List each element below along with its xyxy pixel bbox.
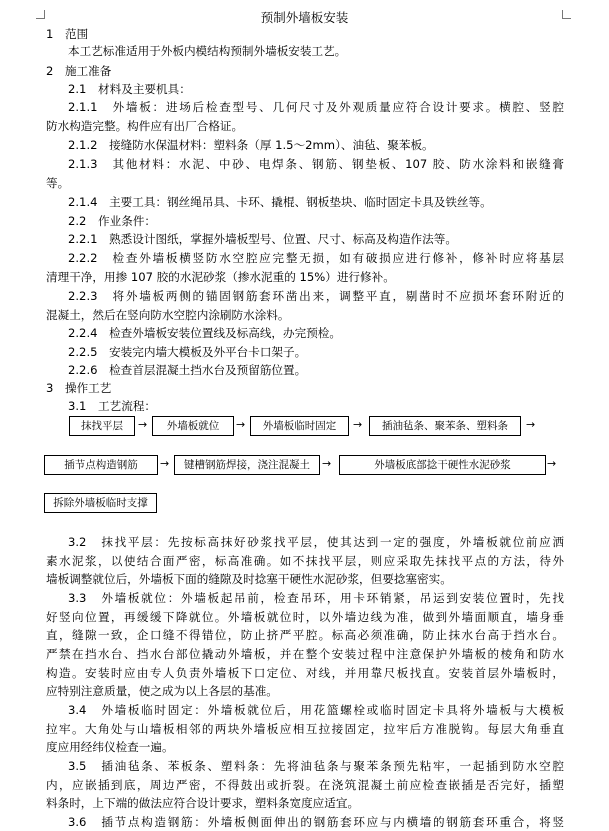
flow-step-temporary-fixing: 外墙板临时固定 bbox=[250, 416, 349, 436]
heading-3: 3 操作工艺 bbox=[46, 381, 112, 395]
flow-step-remove-supports: 拆除外墙板临时支撑 bbox=[44, 493, 157, 513]
flow-arrow: → bbox=[526, 418, 536, 431]
paragraph-line: 2.1.3 其他材料：水泥、中砂、电焊条、钢筋、钢垫板、107 胶、防水涂料和嵌缝膏 bbox=[68, 157, 564, 171]
paragraph-line: 构造。安装时应由专人负责外墙板下口定位、对线，并用靠尺板找直。安装首层外墙板时， bbox=[46, 666, 564, 680]
paragraph-line: 2.2.2 检查外墙板横竖防水空腔应完整无损，如有破损应进行修补，修补时应将基层 bbox=[68, 251, 564, 265]
paragraph-line: 3.5 插油毡条、苯板条、塑料条：先将油毡条与聚苯条预先粘牢，一起插到防水空腔 bbox=[68, 759, 564, 773]
flow-step-leveling: 抹找平层 bbox=[69, 416, 135, 436]
page-title: 预制外墙板安装 bbox=[260, 10, 349, 25]
paragraph-line: 3.6 插节点构造钢筋：外墙板侧面伸出的钢筋套环应与内横墙的钢筋套环重合，将竖 bbox=[68, 815, 564, 829]
paragraph-line: 防水构造完整。构件应有出厂合格证。 bbox=[46, 119, 244, 133]
flow-arrow: → bbox=[547, 457, 557, 470]
flow-arrow: → bbox=[322, 457, 332, 470]
paragraph-line: 混凝土，然后在竖向防水空腔内涂刷防水涂料。 bbox=[46, 308, 290, 322]
paragraph-line: 料条时，上下端的做法应符合设计要求，塑料条宽度应适宜。 bbox=[46, 796, 360, 810]
paragraph-line: 直，缝隙一致，企口缝不得错位，防止挤严平腔。标高必须准确，防止抹水台高于挡水台。 bbox=[46, 628, 564, 642]
paragraph-line: 3.3 外墙板就位：外墙板起吊前，检查吊环，用卡环销紧，吊运到安装位置时，先找 bbox=[68, 591, 564, 605]
flow-step-weld-and-pour: 键槽钢筋焊接，浇注混凝土 bbox=[174, 455, 320, 475]
flow-step-bottom-mortar: 外墙板底部捻干硬性水泥砂浆 bbox=[339, 455, 546, 475]
paragraph-line: 2.1.4 主要工具：钢丝绳吊具、卡环、撬棍、钢板垫块、临时固定卡具及铁丝等。 bbox=[68, 195, 492, 209]
flow-arrow: → bbox=[138, 418, 148, 431]
paragraph-line: 严禁在挡水台、挡水台部位撬动外墙板，并在整个安装过程中注意保护外墙板的棱角和防水 bbox=[46, 647, 564, 661]
paragraph-line: 2.1.2 接缝防水保温材料：塑料条（厚 1.5～2mm）、油毡、聚苯板。 bbox=[68, 138, 434, 152]
paragraph-line: 2.2.5 安装完内墙大模板及外平台卡口架子。 bbox=[68, 345, 307, 359]
paragraph-line: 等。 bbox=[46, 176, 70, 190]
paragraph-line: 清理干净，用掺 107 胶的水泥砂浆（掺水泥重的 15%）进行修补。 bbox=[46, 270, 395, 284]
paragraph-line: 素水泥浆，以使结合面严密，标高准确。如不抹找平层，则应采取先抹找平点的方法，待外 bbox=[46, 554, 564, 568]
flow-arrow: → bbox=[353, 418, 363, 431]
flow-arrow: → bbox=[160, 457, 170, 470]
paragraph-line: 3.4 外墙板临时固定：外墙板就位后，用花篮螺栓或临时固定卡具将外墙板与大模板 bbox=[68, 703, 564, 717]
flow-step-panel-positioning: 外墙板就位 bbox=[152, 416, 234, 436]
flow-step-insert-strips: 插油毡条、聚苯条、塑料条 bbox=[369, 416, 521, 436]
paragraph-line: 应特别注意质量，使之成为以上各层的基准。 bbox=[46, 684, 278, 698]
paragraph-line: 内，应嵌插到底，周边严密，不得鼓出或折裂。在浇筑混凝土前应检查嵌插是否完好，插塑 bbox=[46, 778, 564, 792]
paragraph-line: 2.1.1 外墙板：进场后检查型号、几何尺寸及外观质量应符合设计要求。横腔、竖腔 bbox=[68, 100, 564, 114]
paragraph-line: 3.2 抹找平层：先按标高抹好砂浆找平层，使其达到一定的强度，外墙板就位前应洒 bbox=[68, 535, 564, 549]
paragraph-line: 2.2.3 将外墙板两侧的锚固钢筋套环凿出来，调整平直，剔凿时不应损坏套环附近的 bbox=[68, 289, 564, 303]
flow-arrow: → bbox=[236, 418, 246, 431]
paragraph-line: 好竖向位置，再缓缓下降就位。外墙板就位时，以外墙边线为准，做到外墙面顺直，墙身垂 bbox=[46, 610, 564, 624]
subheading-3-1: 3.1 工艺流程： bbox=[68, 399, 157, 413]
subheading-2-1: 2.1 材料及主要机具： bbox=[68, 82, 191, 96]
paragraph-line: 度应用经纬仪检查一遍。 bbox=[46, 740, 174, 754]
heading-1: 1 范围 bbox=[46, 27, 89, 41]
paragraph-line: 2.2.1 熟悉设计图纸，掌握外墙板型号、位置、尺寸、标高及构造作法等。 bbox=[68, 232, 457, 246]
flow-step-node-rebar: 插节点构造钢筋 bbox=[44, 455, 158, 475]
paragraph-line: 墙板调整就位后，外墙板下面的缝隙及时捻塞干硬性水泥砂浆，但要捻塞密实。 bbox=[46, 572, 452, 586]
paragraph-line: 本工艺标准适用于外板内模结构预制外墙板安装工艺。 bbox=[68, 44, 347, 58]
paragraph-line: 拉牢。大角处与山墙板相邻的两块外墙板应相互拉接固定，拉牢后方准脱钩。每层大角垂直 bbox=[46, 722, 564, 736]
paragraph-line: 2.2.6 检查首层混凝土挡水台及预留筋位置。 bbox=[68, 363, 307, 377]
paragraph-line: 2.2.4 检查外墙板安装位置线及标高线，办完预检。 bbox=[68, 326, 341, 340]
heading-2: 2 施工准备 bbox=[46, 64, 112, 78]
subheading-2-2: 2.2 作业条件： bbox=[68, 214, 157, 228]
